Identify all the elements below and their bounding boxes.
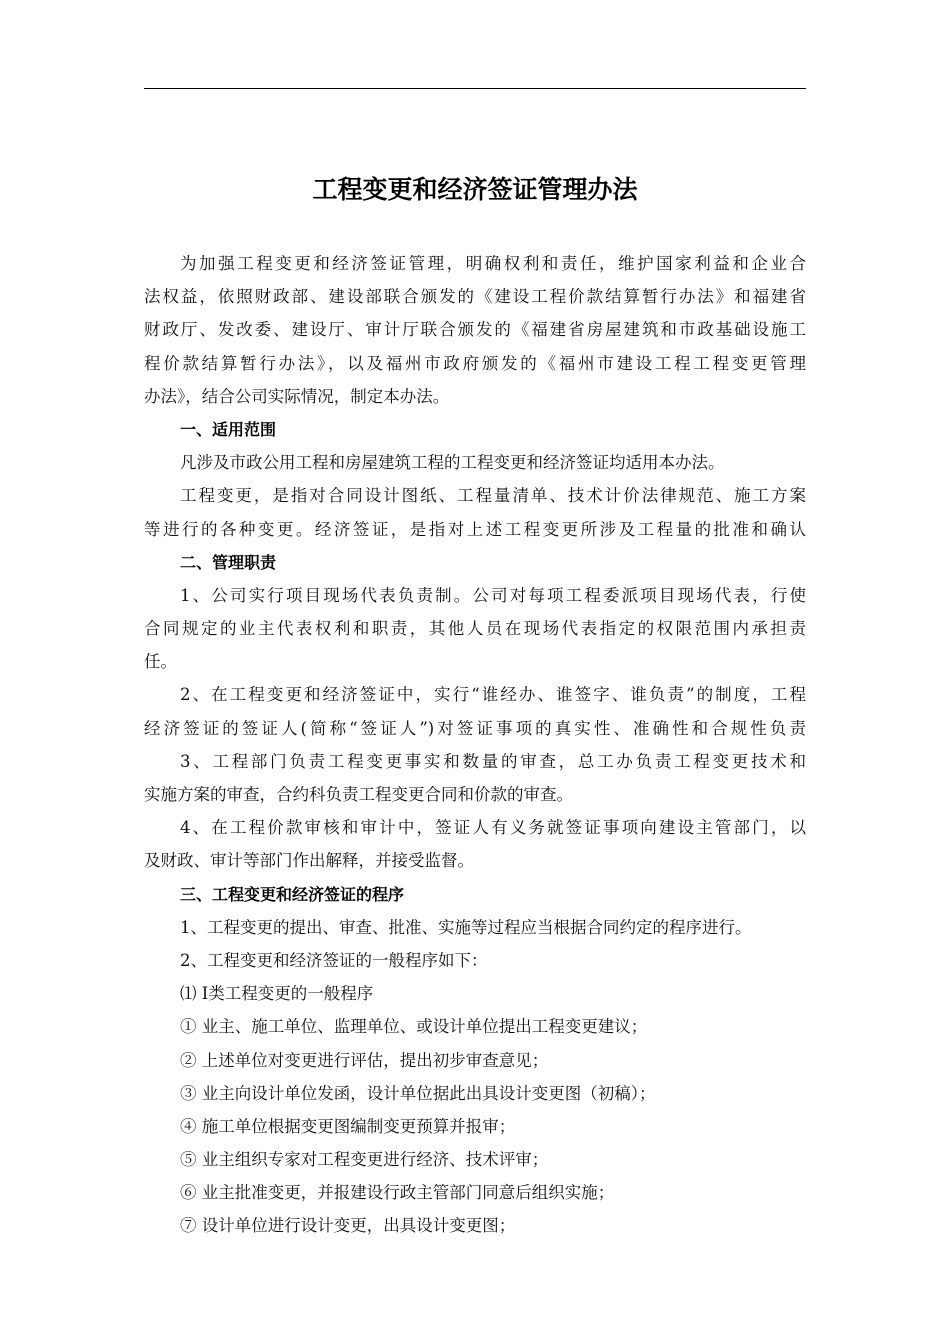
list-item: ① 业主、施工单位、监理单位、或设计单位提出工程变更建议； [180,1017,648,1037]
paragraph-line: 法权益，依照财政部、建设部联合颁发的《建设工程价款结算暂行办法》和福建省 [144,287,806,307]
paragraph-line: 等进行的各种变更。经济签证，是指对上述工程变更所涉及工程量的批准和确认 [144,519,806,539]
section-heading: 三、工程变更和经济签证的程序 [180,884,405,904]
list-item: ② 上述单位对变更进行评估，提出初步审查意见； [180,1050,549,1070]
paragraph-line: 经济签证的签证人(简称“签证人”)对签证事项的真实性、准确性和合规性负责 [144,718,806,738]
list-item: ⑤ 业主组织专家对工程变更进行经济、技术评审； [180,1150,549,1170]
paragraph-line: 程价款结算暂行办法》，以及福州市政府颁发的《福州市建设工程工程变更管理 [144,353,806,373]
list-item: ⑥ 业主批准变更，并报建设行政主管部门同意后组织实施； [180,1183,615,1203]
paragraph-line: 财政厅、发改委、建设厅、审计厅联合颁发的《福建省房屋建筑和市政基础设施工 [144,320,806,340]
section-heading: 二、管理职责 [180,552,277,572]
paragraph-line: 4、在工程价款审核和审计中，签证人有义务就签证事项向建设主管部门，以 [180,818,806,838]
paragraph-line: 2、在工程变更和经济签证中，实行“谁经办、谁签字、谁负责”的制度，工程 [180,685,806,705]
list-item: ⑦ 设计单位进行设计变更，出具设计变更图； [180,1216,516,1236]
paragraph-line: 1、公司实行项目现场代表负责制。公司对每项工程委派项目现场代表，行使 [180,585,806,605]
paragraph-line: 实施方案的审查，合约科负责工程变更合同和价款的审查。 [144,785,573,804]
paragraph-line: 合同规定的业主代表权利和职责，其他人员在现场代表指定的权限范围内承担责 [144,619,806,639]
paragraph-line: 办法》，结合公司实际情况，制定本办法。 [144,386,450,406]
paragraph-line: 工程变更，是指对合同设计图纸、工程量清单、技术计价法律规范、施工方案 [180,486,806,506]
header-rule [144,88,806,89]
list-heading: ⑴ Ⅰ类工程变更的一般程序 [180,984,374,1004]
paragraph-line: 1、工程变更的提出、审查、批准、实施等过程应当根据合同约定的程序进行。 [180,917,752,937]
document-title: 工程变更和经济签证管理办法 [312,175,638,204]
paragraph-line: 凡涉及市政公用工程和房屋建筑工程的工程变更和经济签证均适用本办法。 [180,453,725,473]
paragraph-line: 为加强工程变更和经济签证管理，明确权利和责任，维护国家利益和企业合 [180,254,806,273]
paragraph-line: 3、工程部门负责工程变更事实和数量的审查，总工办负责工程变更技术和 [180,751,806,771]
paragraph-line: 任。 [144,652,177,672]
paragraph-line: 及财政、审计等部门作出解释，并接受监督。 [144,851,474,871]
section-heading: 一、适用范围 [180,419,277,439]
document-body [144,247,806,1243]
paragraph-line: 2、工程变更和经济签证的一般程序如下： [180,950,488,970]
list-item: ④ 施工单位根据变更图编制变更预算并报审； [180,1116,516,1136]
list-item: ③ 业主向设计单位发函，设计单位据此出具设计变更图（初稿）； [180,1083,656,1103]
